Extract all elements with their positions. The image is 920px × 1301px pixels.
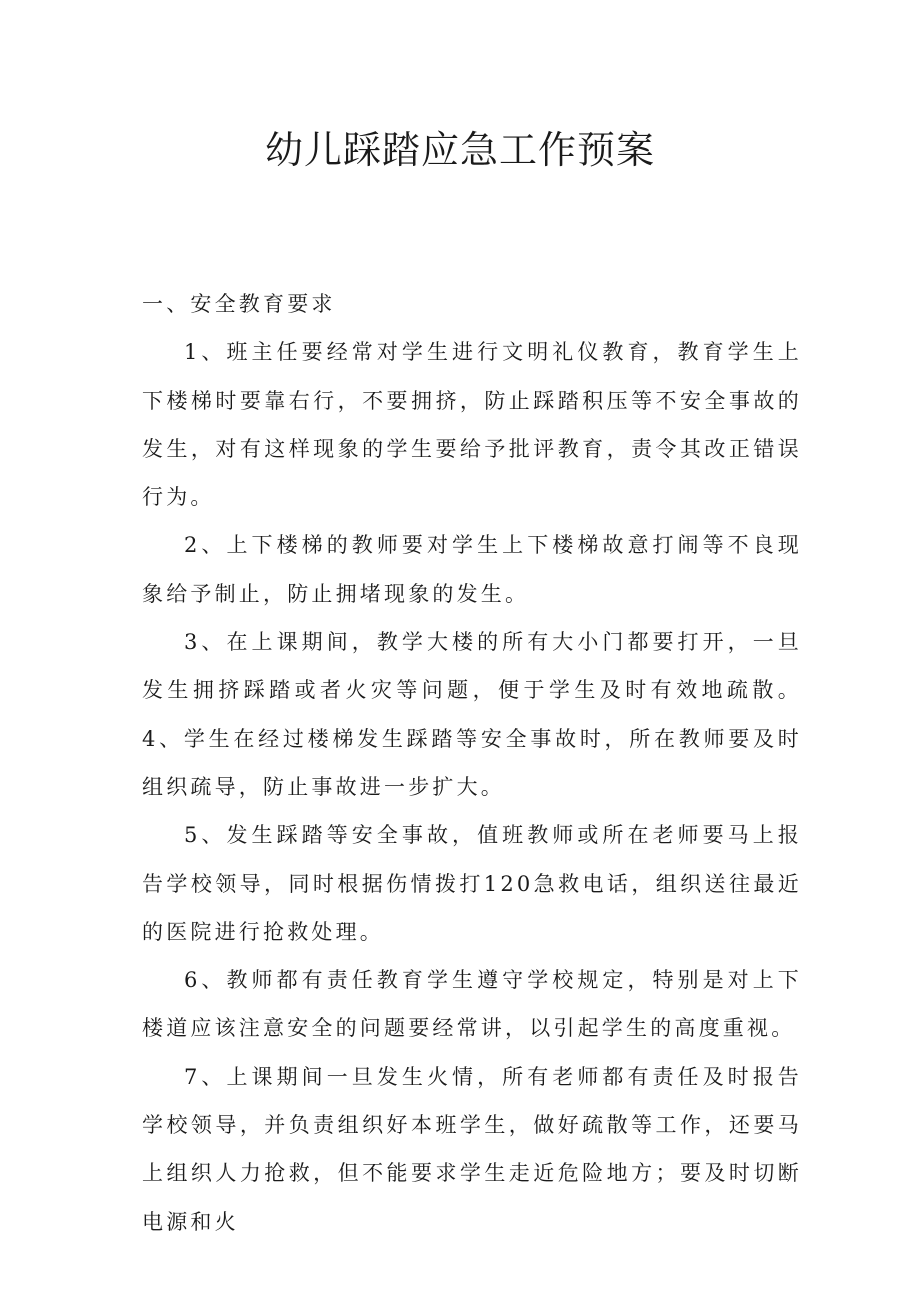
paragraph-1: 1、班主任要经常对学生进行文明礼仪教育，教育学生上下楼梯时要靠右行，不要拥挤，防止踩踏积压等不安全事故的发生，对有这样现象的学生要给予批评教育，责令其改正错误行为。 [142, 340, 802, 510]
paragraph-3: 3、在上课期间，教学大楼的所有大小门都要打开，一旦发生拥挤踩踏或者火灾等问题，便于学生及时有效地疏散。4、学生在经过楼梯发生踩踏等安全事故时，所在教师要及时组织疏导，防止事故进一步扩大。 [142, 630, 802, 799]
document-body [142, 280, 802, 1246]
document-title: 幼儿踩踏应急工作预案 [264, 128, 655, 172]
paragraph-5: 5、发生踩踏等安全事故，值班教师或所在老师要马上报告学校领导，同时根据伤情拨打120急救电话，组织送往最近的医院进行抢救处理。 [142, 823, 802, 944]
section-heading: 一、安全教育要求 [142, 292, 336, 316]
paragraph-7: 7、上课期间一旦发生火情，所有老师都有责任及时报告学校领导，并负责组织好本班学生，做好疏散等工作，还要马上组织人力抢救，但不能要求学生走近危险地方；要及时切断电源和火 [142, 1064, 802, 1234]
paragraph-6: 6、教师都有责任教育学生遵守学校规定，特别是对上下楼道应该注意安全的问题要经常讲，以引起学生的高度重视。 [142, 968, 802, 1041]
paragraph-2: 2、上下楼梯的教师要对学生上下楼梯故意打闹等不良现象给予制止，防止拥堵现象的发生。 [142, 533, 802, 606]
